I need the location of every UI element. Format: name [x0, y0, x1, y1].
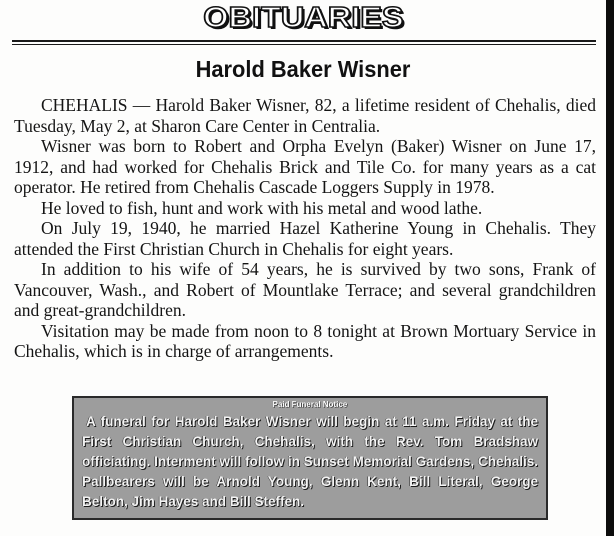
notice-text: A funeral for Harold Baker Wisner will begin at 11 a.m. Friday at the First Christian Church, Chehalis, with the Rev. Tom Bradshaw officiating. Interment will follow in Sunset Memorial Gardens, Chehalis. Pallbearers will be Arnold Young, Glenn Kent, Bill Literal, George Belton, Jim Hayes and Bill Steffen. — [82, 414, 538, 509]
paragraph-survivors: In addition to his wife of 54 years, he is survived by two sons, Frank of Vancouver, Wash., and Robert of Mountlake Terrace; and several grandchildren and great-grandchildren. — [14, 259, 596, 320]
paragraph-hobbies: He loved to fish, hunt and work with his metal and wood lathe. — [41, 197, 483, 218]
paragraph-death-notice: CHEHALIS — Harold Baker Wisner, 82, a lifetime resident of Chehalis, died Tuesday, May 2, at Sharon Care Center in Centralia. — [14, 95, 596, 136]
header-rule — [12, 40, 596, 42]
header-rule-thin — [12, 44, 596, 45]
paragraph-marriage: On July 19, 1940, he married Hazel Katherine Young in Chehalis. They attended the First Christian Church in Chehalis for eight years. — [14, 218, 596, 259]
paid-funeral-notice-box — [72, 396, 548, 520]
paragraph-biography: Wisner was born to Robert and Orpha Evelyn (Baker) Wisner on June 17, 1912, and had worked for Chehalis Brick and Tile Co. for many years as a cat operator. He retired from Chehalis Cascade Loggers Supply in 1978. — [14, 136, 596, 197]
paragraph-visitation: Visitation may be made from noon to 8 tonight at Brown Mortuary Service in Chehalis, which is in charge of arrangements. — [14, 320, 596, 361]
section-title: OBITUARIES — [202, 2, 404, 34]
notice-label: Paid Funeral Notice — [272, 400, 348, 409]
section-header — [0, 0, 606, 40]
obituary-body — [14, 95, 596, 362]
obituary-headline: Harold Baker Wisner — [195, 56, 411, 82]
scan-edge — [606, 0, 614, 536]
